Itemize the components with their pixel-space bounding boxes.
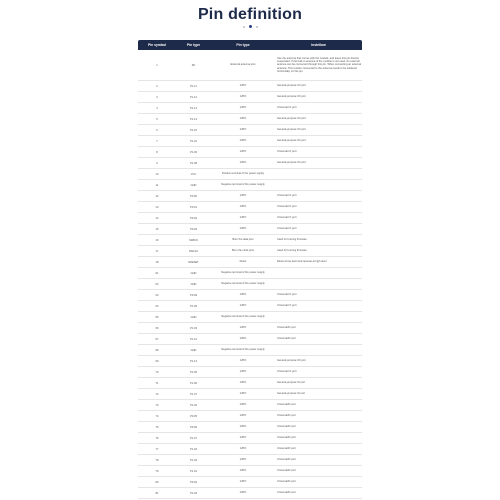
pin-description-cell: UniversalIO port <box>277 447 296 451</box>
pin-number-cell: 14 <box>155 216 159 220</box>
pin-description-cell: Universal IO port <box>277 106 297 110</box>
pin-number-cell: 81 <box>155 491 159 495</box>
pin-type-cell: GPIO <box>239 293 247 297</box>
pin-number-cell: 15 <box>155 227 159 231</box>
table-row <box>138 422 362 433</box>
pin-description-cell: UniversalIO port <box>277 425 296 429</box>
carousel-dot-active[interactable] <box>249 25 252 28</box>
table-row <box>138 367 362 378</box>
pin-type-cell: GPIO <box>239 227 247 231</box>
pin-number-cell: 72 <box>155 392 159 396</box>
pin-symbol-cell: GND <box>190 348 197 352</box>
pin-symbol-cell: GND <box>190 282 197 286</box>
pin-symbol-cell: SWCLK <box>188 249 199 253</box>
pin-number-cell: 6 <box>156 128 158 132</box>
pin-type-cell: GPIO <box>239 139 247 143</box>
pin-description-cell: General-purpose IO port <box>277 392 306 396</box>
carousel-dot[interactable] <box>243 26 245 28</box>
table-row <box>138 279 362 290</box>
pin-type-cell: GPIO <box>239 436 247 440</box>
pin-type-cell: GPIO <box>239 458 247 462</box>
pin-symbol-cell: GND <box>190 271 197 275</box>
pin-type-cell: GPIO <box>239 359 247 363</box>
pin-number-cell: 76 <box>155 436 159 440</box>
table-row <box>138 202 362 213</box>
pin-number-cell: 10 <box>155 172 159 176</box>
pin-type-cell: GPIO <box>239 381 247 385</box>
table-row <box>138 136 362 147</box>
pin-symbol-cell: P1.02 <box>190 403 197 407</box>
pin-number-cell: 3 <box>156 95 158 99</box>
table-row <box>138 114 362 125</box>
table-row <box>138 455 362 466</box>
pin-description-cell: UniversalIO port <box>277 436 296 440</box>
pin-number-cell: 71 <box>155 381 159 385</box>
table-row <box>138 312 362 323</box>
pin-number-cell: 18 <box>155 260 159 264</box>
pin-number-cell: 79 <box>155 469 159 473</box>
table-row <box>138 345 362 356</box>
pin-description-cell: Used for burning firmware <box>277 249 307 253</box>
pin-type-cell: Negative terminal of the power supply <box>221 183 265 187</box>
page-title: Pin definition <box>197 6 303 23</box>
pin-description-cell: General-purpose I/O port <box>277 128 306 132</box>
pin-number-cell: 78 <box>155 458 159 462</box>
pin-type-cell: Negative terminal of the power supply <box>221 348 265 352</box>
table-row <box>138 433 362 444</box>
pin-symbol-cell: P1.07 <box>190 436 197 440</box>
table-row <box>138 81 362 92</box>
pin-symbol-cell: P1.06 <box>190 381 197 385</box>
pin-number-cell: 8 <box>156 150 158 154</box>
pin-description-cell: Universal IO port <box>277 150 297 154</box>
pin-symbol-cell: P1.03 <box>190 458 197 462</box>
pin-type-cell: GPIO <box>239 403 247 407</box>
carousel-dots <box>0 25 500 28</box>
pin-type-cell: Negative terminal of the power supply <box>221 315 265 319</box>
table-row <box>138 323 362 334</box>
table-row <box>138 400 362 411</box>
pin-symbol-cell: VCC <box>190 172 197 176</box>
pin-number-cell: 9 <box>156 161 158 165</box>
pin-description-cell: UniversalIO port <box>277 326 296 330</box>
table-row <box>138 268 362 279</box>
pin-symbol-cell: P1.10 <box>190 337 197 341</box>
pin-number-cell: 13 <box>155 205 159 209</box>
pin-type-cell: GPIO <box>239 326 247 330</box>
table-row <box>138 356 362 367</box>
pin-type-cell: GPIO <box>239 194 247 198</box>
pin-number-cell: 64 <box>155 304 159 308</box>
pin-type-cell: Reset <box>239 260 247 264</box>
pin-number-cell: 69 <box>155 359 159 363</box>
pin-type-cell: GPIO <box>239 117 247 121</box>
pin-number-cell: 77 <box>155 447 159 451</box>
pin-symbol-cell: P0.09 <box>190 293 197 297</box>
table-row <box>138 257 362 268</box>
table-row <box>138 488 362 499</box>
pin-type-cell: GPIO <box>239 84 247 88</box>
carousel-dot[interactable] <box>256 26 258 28</box>
pin-type-cell: GPIO <box>239 216 247 220</box>
table-row <box>138 290 362 301</box>
table-row <box>138 389 362 400</box>
table-row <box>138 180 362 191</box>
table-row <box>138 246 362 257</box>
pin-symbol-cell: P0.02 <box>190 216 197 220</box>
table-row <box>138 378 362 389</box>
pin-number-cell: 67 <box>155 337 159 341</box>
pin-number-cell: 80 <box>155 480 159 484</box>
pin-number-cell: 75 <box>155 425 159 429</box>
pin-symbol-cell: P0.01 <box>190 205 197 209</box>
pin-symbol-cell: NRESET <box>188 260 199 264</box>
pin-symbol-cell: P1.06 <box>190 150 197 154</box>
pin-number-cell: 2 <box>156 84 158 88</box>
pin-type-cell: GPIO <box>239 304 247 308</box>
pin-symbol-cell: P1.13 <box>190 106 197 110</box>
header-pin-symbol: Pin symbol <box>147 43 167 47</box>
pin-symbol-cell: P0.03 <box>190 227 197 231</box>
table-row <box>138 213 362 224</box>
table-row <box>138 301 362 312</box>
pin-description-cell: UniversalIO port <box>277 469 296 473</box>
table-row <box>138 125 362 136</box>
pin-symbol-cell: P0.02 <box>190 480 197 484</box>
pin-type-cell: Negative terminal of the power supply <box>221 282 265 286</box>
pin-number-cell: 16 <box>155 238 159 242</box>
pin-description-cell: Universal IO port <box>277 194 297 198</box>
table-row <box>138 92 362 103</box>
pin-description-cell: UniversalIO port <box>277 337 296 341</box>
pin-number-cell: 70 <box>155 370 159 374</box>
pin-description-cell: Use the antenna that comes with the module, and leave this pin directly suspended. If the built-in antenna of the module is not used, An external antenna can be connected through this pin. When connecting an external antenna, This resistor connected to the antenna needs to be soldered horizontally on this pin. <box>277 57 362 73</box>
pin-symbol-cell: RF <box>191 63 196 67</box>
pin-type-cell: GPIO <box>239 447 247 451</box>
pin-description-cell: General-purpose I/O port <box>277 84 306 88</box>
pin-symbol-cell: P0.06 <box>190 425 197 429</box>
pin-symbol-cell: GND <box>190 315 197 319</box>
header-pin-type-2: Pin type <box>236 43 250 47</box>
pin-description-cell: Universal IO port <box>277 227 297 231</box>
pin-number-cell: 1 <box>156 63 158 67</box>
pin-symbol-cell: P1.01 <box>190 139 197 143</box>
table-row <box>138 103 362 114</box>
pin-type-cell: Burn the clock pins <box>232 249 254 253</box>
table-row <box>138 224 362 235</box>
pin-number-cell: 62 <box>155 282 159 286</box>
pin-symbol-cell: GND <box>190 183 197 187</box>
pin-number-cell: 7 <box>156 139 158 143</box>
pin-symbol-cell: P0.00 <box>190 194 197 198</box>
table-row <box>138 466 362 477</box>
pin-type-cell: GPIO <box>239 414 247 418</box>
pin-type-cell: GPIO <box>239 128 247 132</box>
pin-number-cell: 63 <box>155 293 159 297</box>
pin-symbol-cell: P1.04 <box>190 447 197 451</box>
pin-description-cell: General-purpose I/O port <box>277 95 306 99</box>
table-row <box>138 191 362 202</box>
pin-symbol-cell: P1.04 <box>190 491 197 495</box>
pin-symbol-cell: P1.13 <box>190 359 197 363</box>
pin-type-cell: GPIO <box>239 106 247 110</box>
pin-type-cell: External antenna pins <box>230 63 256 67</box>
table-row <box>138 477 362 488</box>
pin-description-cell: UniversalIO port <box>277 480 296 484</box>
table-row <box>138 158 362 169</box>
table-row <box>138 411 362 422</box>
pin-description-cell: Universal IO port <box>277 370 297 374</box>
pin-type-cell: GPIO <box>239 370 247 374</box>
pin-symbol-cell: P1.15 <box>190 128 197 132</box>
pin-type-cell: GPIO <box>239 480 247 484</box>
pin-symbol-cell: P0.05 <box>190 414 197 418</box>
pin-description-cell: Universal IO port <box>277 205 297 209</box>
pin-description-cell: UniversalIO port <box>277 403 296 407</box>
table-body <box>138 50 362 499</box>
pin-table <box>138 40 362 499</box>
pin-description-cell: General-purpose I/O port <box>277 139 306 143</box>
pin-number-cell: 68 <box>155 348 159 352</box>
pin-type-cell: GPIO <box>239 205 247 209</box>
pin-type-cell: GPIO <box>239 392 247 396</box>
header-description: Instellow <box>311 43 326 47</box>
pin-description-cell: UniversalIO port <box>277 491 296 495</box>
pin-type-cell: GPIO <box>239 150 247 154</box>
pin-number-cell: 73 <box>155 403 159 407</box>
pin-symbol-cell: P1.07 <box>190 392 197 396</box>
pin-description-cell: UniversalIO port <box>277 414 296 418</box>
pin-description-cell: UniversalIO port <box>277 458 296 462</box>
pin-type-cell: GPIO <box>239 337 247 341</box>
pin-symbol-cell: P1.01 <box>190 469 197 473</box>
pin-description-cell: Used for burning firmware <box>277 238 307 242</box>
pin-number-cell: 12 <box>155 194 159 198</box>
pin-description-cell: Universal IO port <box>277 216 297 220</box>
pin-number-cell: 17 <box>155 249 159 253</box>
pin-symbol-cell: P1.14 <box>190 117 197 121</box>
pin-symbol-cell: SWDIO <box>189 238 198 242</box>
pin-description-cell: General-purpose I/O port <box>277 359 306 363</box>
pin-type-cell: Burn the data pins <box>232 238 254 242</box>
pin-number-cell: 61 <box>155 271 159 275</box>
pin-type-cell: GPIO <box>239 161 247 165</box>
table-row <box>138 169 362 180</box>
header-pin-type: Pin type <box>186 43 201 47</box>
pin-type-cell: GPIO <box>239 95 247 99</box>
pin-symbol-cell: P1.03 <box>190 326 197 330</box>
pin-symbol-cell: P1.11 <box>190 84 197 88</box>
pin-number-cell: 11 <box>155 183 159 187</box>
pin-number-cell: 74 <box>155 414 159 418</box>
pin-description-cell: General-purpose IO port <box>277 381 306 385</box>
pin-symbol-cell: P1.05 <box>190 370 197 374</box>
pin-symbol-cell: P1.12 <box>190 95 197 99</box>
pin-description-cell: General-purpose I/O port <box>277 161 306 165</box>
pin-type-cell: GPIO <box>239 425 247 429</box>
table-row <box>138 334 362 345</box>
table-row <box>138 147 362 158</box>
pin-number-cell: 66 <box>155 326 159 330</box>
table-row <box>138 50 362 81</box>
pin-type-cell: Positive terminal of the power supply <box>221 172 265 176</box>
pin-symbol-cell: P1.08 <box>190 161 197 165</box>
table-row <box>138 444 362 455</box>
pin-description-cell: Universal IO port <box>277 293 297 297</box>
pin-description-cell: Reset at low level and operate at high level <box>277 260 327 264</box>
pin-symbol-cell: P1.09 <box>190 304 197 308</box>
pin-type-cell: Negative terminal of the power supply <box>221 271 265 275</box>
table-row <box>138 235 362 246</box>
pin-description-cell: Universal IO port <box>277 304 297 308</box>
pin-number-cell: 4 <box>156 106 158 110</box>
pin-number-cell: 5 <box>156 117 158 121</box>
pin-type-cell: GPIO <box>239 491 247 495</box>
pin-type-cell: GPIO <box>239 469 247 473</box>
pin-description-cell: General-purpose I/O port <box>277 117 306 121</box>
table-header <box>138 40 362 50</box>
pin-number-cell: 65 <box>155 315 159 319</box>
